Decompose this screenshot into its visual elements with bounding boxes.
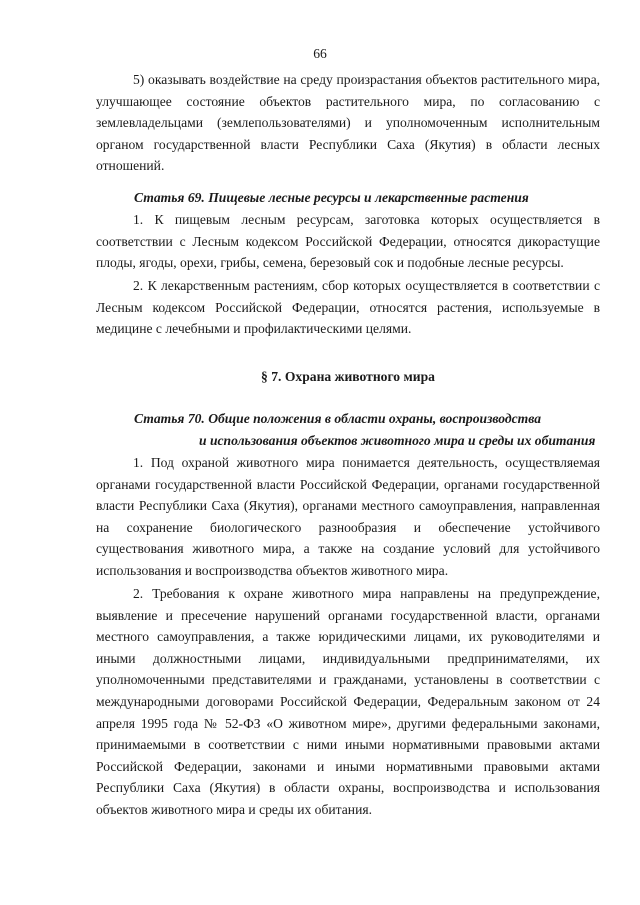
paragraph-text: 2. Требования к охране животного мира направлены на предупреждение, выявление и пресечение нарушений органами государственной власти, органами местного самоуправления, а также юридическими лицами, их руководителями и иными должностными лицами, индивидуальными предпринимателями, их уполномоченными представителями и гражданами, установлены в соответствии с международными договорами Российской Федерации, Федеральным законом от 24 апреля 1995 года № 52-ФЗ «О животном мире», другими федеральными законами, принимаемыми в соответствии с ними иными нормативными правовыми актами Российской Федерации, законами и иными нормативными правовыми актами Республики Саха (Якутия) в области охраны, воспроизводства и использования объектов животного мира и среды их обитания. (96, 586, 600, 817)
article-70-paragraph-1 (96, 452, 600, 582)
section-7-title (96, 366, 600, 388)
paragraph-text: 1. Под охраной животного мира понимается деятельность, осуществляемая органами государственной власти Российской Федерации, органами государственной власти Республики Саха (Якутия), органами местного самоуправления, направленная на сохранение биологического разнообразия и обеспечение устойчивого существования животного мира, а также на создание условий для устойчивого использования и воспроизводства объектов животного мира. (96, 455, 600, 578)
article-70-paragraph-2 (96, 583, 600, 821)
paragraph-text: 2. К лекарственным растениям, сбор которых осуществляется в соответствии с Лесным кодексом Российской Федерации, относятся растения, используемые в медицине с лечебными и профилактическими целями. (96, 278, 600, 337)
article-heading: Статья 69. Пищевые лесные ресурсы и лекарственные растения (134, 190, 529, 205)
article-heading-line-2: и использования объектов животного мира и среды их обитания (199, 432, 596, 448)
article-69-title (96, 187, 600, 209)
paragraph-item-5 (96, 69, 600, 177)
page-number: 66 (313, 46, 327, 61)
article-70-title (96, 408, 600, 451)
article-69-paragraph-2 (96, 275, 600, 340)
paragraph-text: 5) оказывать воздействие на среду произрастания объектов растительного мира, улучшающее состояние объектов растительного мира, по согласованию с землевладельцами (землепользователями) и уполномоченным исполнительным органом государственной власти Республики Саха (Якутия) в области лесных отношений. (96, 72, 600, 174)
section-heading: § 7. Охрана животного мира (261, 369, 435, 384)
article-heading-line-1: Статья 70. Общие положения в области охраны, воспроизводства (134, 411, 542, 426)
article-69-paragraph-1 (96, 209, 600, 274)
paragraph-text: 1. К пищевым лесным ресурсам, заготовка которых осуществляется в соответствии с Лесным кодексом Российской Федерации, относятся дикорастущие плоды, ягоды, орехи, грибы, семена, березовый сок и подобные лесные ресурсы. (96, 212, 600, 271)
